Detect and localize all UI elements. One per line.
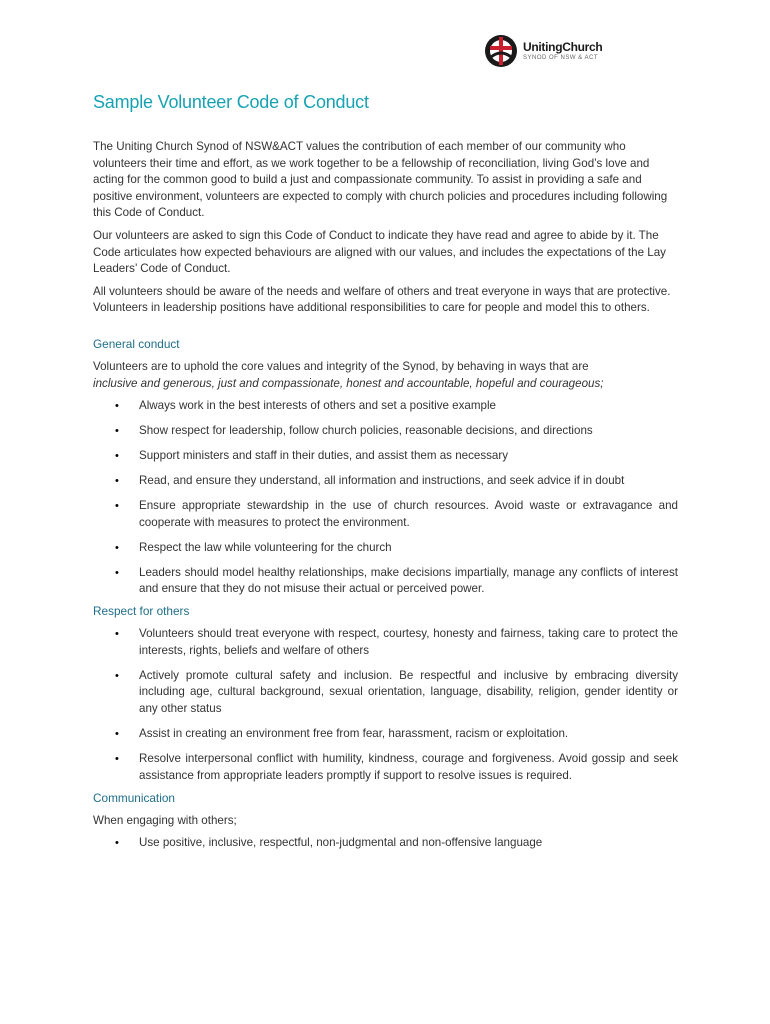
communication-lead: When engaging with others; <box>93 813 237 827</box>
list-item: • Read, and ensure they understand, all information and instructions, and seek advice if in doubt <box>93 473 678 490</box>
general-lead-text: Volunteers are to uphold the core values and integrity of the Synod, by behaving in ways that are <box>93 359 589 373</box>
bullet: • <box>115 425 119 438</box>
list-item: • Volunteers should treat everyone with respect, courtesy, honesty and fairness, taking care to protect the interests, rights, beliefs and welfare of others <box>115 627 678 657</box>
list-item: • Resolve interpersonal conflict with humility, kindness, courage and forgiveness. Avoid gossip and seek assistance from appropriate leaders promptly if support to resolve issues is required. <box>115 751 678 782</box>
bullet: • <box>115 727 119 740</box>
communication-list <box>93 835 678 852</box>
intro-paragraph: All volunteers should be aware of the needs and welfare of others and treat everyone in ways that are protective. Volunteers in leadership positions have additional responsibilities to care for people and model this to others. <box>93 284 671 315</box>
list-item: • Ensure appropriate stewardship in the use of church resources. Avoid waste or extravagance and cooperate with measures to protect the environment. <box>115 499 678 529</box>
bullet: • <box>115 837 119 850</box>
intro-paragraph: Our volunteers are asked to sign this Code of Conduct to indicate they have read and agree to abide by it. The Code articulates how expected behaviours are aligned with our values, and includes the expectations of the Lay Leaders’ Code of Conduct. <box>93 228 666 276</box>
respect-list <box>93 626 678 784</box>
list-item: • Use positive, inclusive, respectful, non-judgmental and non-offensive language <box>93 835 678 852</box>
bullet: • <box>115 752 119 765</box>
bullet: • <box>115 400 119 413</box>
intro-paragraph: The Uniting Church Synod of NSW&ACT values the contribution of each member of our community who volunteers their time and effort, as we work together to be a fellowship of reconciliation, living God’s love and acting for the common good to build a just and compassionate community. To assist in providing a safe and positive environment, volunteers are expected to comply with church policies and procedures including following this Code of Conduct. <box>93 140 668 220</box>
list-item: • Actively promote cultural safety and inclusion. Be respectful and inclusive by embracing diversity including age, cultural background, sexual orientation, language, disability, religion, gender identity or any other status <box>115 668 678 715</box>
logo-name: UnitingChurch <box>523 40 603 54</box>
list-item: • Leaders should model healthy relationships, make decisions impartially, manage any conflicts of interest and ensure that they do not misuse their actual or perceived power. <box>115 565 678 596</box>
section-heading-general-conduct: General conduct <box>93 336 180 351</box>
page-title: Sample Volunteer Code of Conduct <box>93 92 369 112</box>
list-item: • Assist in creating an environment free from fear, harassment, racism or exploitation. <box>93 726 678 743</box>
list-item: • Show respect for leadership, follow church policies, reasonable decisions, and directions <box>93 423 678 440</box>
general-conduct-list <box>93 398 678 598</box>
logo-subtitle: SYNOD OF NSW & ACT <box>523 55 599 61</box>
bullet: • <box>115 500 119 513</box>
core-values-text: inclusive and generous, just and compassionate, honest and accountable, hopeful and courageous; <box>93 376 604 390</box>
bullet: • <box>115 628 119 641</box>
bullet: • <box>115 541 119 554</box>
bullet: • <box>115 669 119 682</box>
list-item: • Always work in the best interests of others and set a positive example <box>93 398 678 415</box>
uniting-church-logo <box>483 33 613 69</box>
bullet: • <box>115 475 119 488</box>
bullet: • <box>115 450 119 463</box>
list-item: • Respect the law while volunteering for the church <box>93 540 678 557</box>
list-item: • Support ministers and staff in their duties, and assist them as necessary <box>93 448 678 465</box>
bullet: • <box>115 566 119 579</box>
document-body <box>93 92 678 860</box>
general-conduct-lead <box>93 359 678 392</box>
uniting-church-emblem-icon <box>483 33 519 69</box>
section-heading-respect-for-others: Respect for others <box>93 604 190 619</box>
section-heading-communication: Communication <box>93 790 175 805</box>
